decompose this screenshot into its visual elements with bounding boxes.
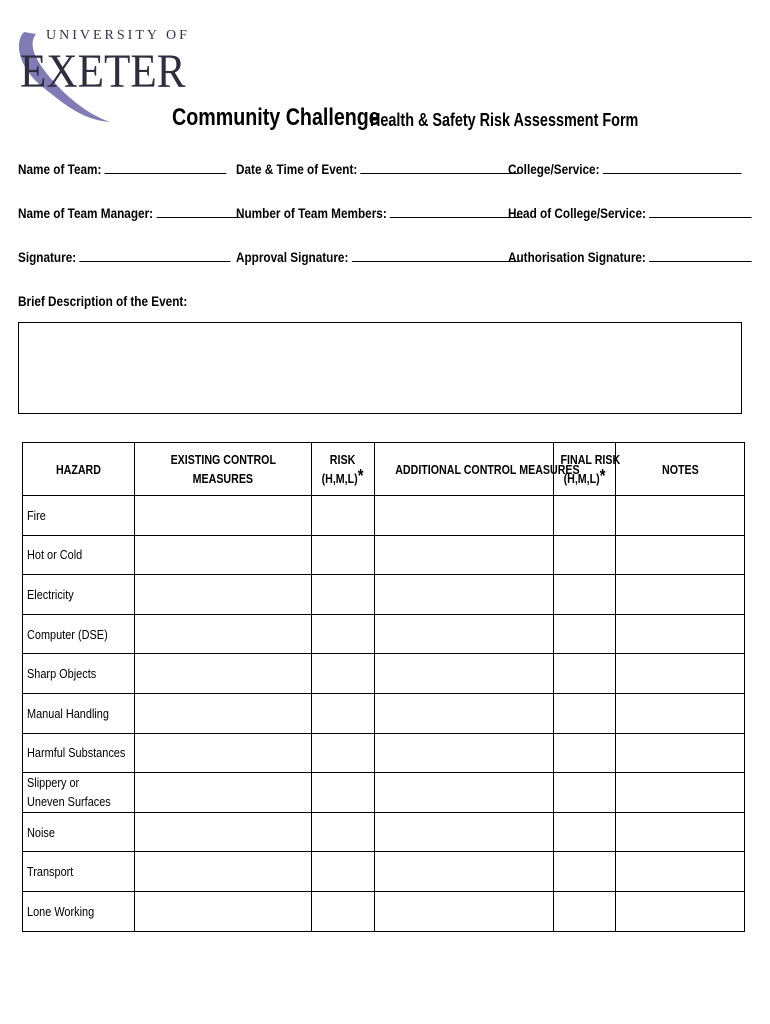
additional-control-cell[interactable] (375, 773, 554, 813)
team-name-label: Name of Team: (18, 161, 102, 177)
table-row (23, 614, 745, 654)
team-manager-field[interactable] (18, 205, 240, 221)
final-risk-cell[interactable] (554, 891, 616, 931)
notes-cell[interactable] (616, 891, 745, 931)
approval-signature-label: Approval Signature: (236, 249, 349, 265)
risk-cell[interactable] (312, 693, 375, 733)
notes-cell[interactable] (616, 773, 745, 813)
existing-control-cell[interactable] (135, 535, 312, 575)
head-college-label: Head of College/Service: (508, 205, 646, 221)
hazard-cell: Sharp Objects (23, 654, 135, 694)
additional-control-cell[interactable] (375, 733, 554, 773)
authorisation-signature-line[interactable] (649, 249, 751, 262)
existing-control-cell[interactable] (135, 614, 312, 654)
final-risk-cell[interactable] (554, 812, 616, 852)
existing-control-cell[interactable] (135, 852, 312, 892)
date-time-field[interactable] (236, 161, 519, 177)
event-description-label: Brief Description of the Event: (18, 293, 188, 309)
table-row (23, 575, 745, 615)
additional-control-cell[interactable] (375, 614, 554, 654)
risk-cell[interactable] (312, 535, 375, 575)
team-name-line[interactable] (105, 161, 227, 174)
page-subtitle: Health & Safety Risk Assessment Form (370, 110, 639, 130)
additional-control-cell[interactable] (375, 852, 554, 892)
notes-cell[interactable] (616, 852, 745, 892)
additional-control-cell[interactable] (375, 654, 554, 694)
table-row (23, 496, 745, 536)
college-service-label: College/Service: (508, 161, 600, 177)
notes-cell[interactable] (616, 654, 745, 694)
table-row (23, 654, 745, 694)
team-manager-label: Name of Team Manager: (18, 205, 154, 221)
risk-cell[interactable] (312, 852, 375, 892)
existing-control-cell[interactable] (135, 693, 312, 733)
hazard-cell: Fire (23, 496, 135, 536)
risk-cell[interactable] (312, 496, 375, 536)
notes-cell[interactable] (616, 575, 745, 615)
risk-cell[interactable] (312, 614, 375, 654)
existing-control-cell[interactable] (135, 496, 312, 536)
notes-cell[interactable] (616, 535, 745, 575)
notes-cell[interactable] (616, 614, 745, 654)
approval-signature-line[interactable] (352, 249, 518, 262)
team-members-label: Number of Team Members: (236, 205, 387, 221)
hazard-cell: Noise (23, 812, 135, 852)
additional-control-cell[interactable] (375, 496, 554, 536)
additional-control-cell[interactable] (375, 891, 554, 931)
table-header-row (23, 443, 745, 496)
risk-assessment-table (22, 442, 745, 932)
final-risk-cell[interactable] (554, 535, 616, 575)
existing-control-cell[interactable] (135, 733, 312, 773)
final-risk-header: FINAL RISK (H,M,L)* (554, 443, 616, 496)
notes-cell[interactable] (616, 733, 745, 773)
hazard-cell: Electricity (23, 575, 135, 615)
authorisation-signature-label: Authorisation Signature: (508, 249, 646, 265)
table-row (23, 773, 745, 813)
notes-header: NOTES (616, 443, 745, 496)
additional-control-cell[interactable] (375, 812, 554, 852)
table-row (23, 693, 745, 733)
table-row (23, 535, 745, 575)
team-members-field[interactable] (236, 205, 523, 221)
existing-control-cell[interactable] (135, 812, 312, 852)
final-risk-cell[interactable] (554, 654, 616, 694)
approval-signature-field[interactable] (236, 249, 518, 265)
risk-cell[interactable] (312, 891, 375, 931)
additional-control-cell[interactable] (375, 535, 554, 575)
date-time-label: Date & Time of Event: (236, 161, 358, 177)
risk-cell[interactable] (312, 812, 375, 852)
notes-cell[interactable] (616, 496, 745, 536)
hazard-cell: Slippery or Uneven Surfaces (23, 773, 135, 813)
team-members-line[interactable] (390, 205, 523, 218)
signature-line[interactable] (79, 249, 230, 262)
table-row (23, 891, 745, 931)
signature-field[interactable] (18, 249, 231, 265)
notes-cell[interactable] (616, 693, 745, 733)
team-manager-line[interactable] (156, 205, 240, 218)
final-risk-cell[interactable] (554, 852, 616, 892)
hazard-cell: Lone Working (23, 891, 135, 931)
logo-name: EXETER (20, 45, 186, 98)
college-service-line[interactable] (603, 161, 742, 174)
existing-control-cell[interactable] (135, 654, 312, 694)
date-time-line[interactable] (361, 161, 519, 174)
final-risk-cell[interactable] (554, 773, 616, 813)
existing-control-cell[interactable] (135, 773, 312, 813)
page-title: Community Challenge (172, 104, 380, 131)
signature-label: Signature: (18, 249, 77, 265)
risk-cell[interactable] (312, 773, 375, 813)
logo-top-text: UNIVERSITY OF (46, 28, 190, 43)
final-risk-cell[interactable] (554, 496, 616, 536)
existing-control-header: EXISTING CONTROL MEASURES (135, 443, 312, 496)
hazard-header: HAZARD (23, 443, 135, 496)
college-service-field[interactable] (508, 161, 741, 177)
final-risk-cell[interactable] (554, 575, 616, 615)
head-college-line[interactable] (649, 205, 751, 218)
notes-cell[interactable] (616, 812, 745, 852)
additional-control-cell[interactable] (375, 693, 554, 733)
final-risk-cell[interactable] (554, 693, 616, 733)
additional-control-header: ADDITIONAL CONTROL MEASURES (375, 443, 554, 496)
table-row (23, 733, 745, 773)
table-row (23, 812, 745, 852)
team-name-field[interactable] (18, 161, 227, 177)
risk-cell[interactable] (312, 575, 375, 615)
additional-control-cell[interactable] (375, 575, 554, 615)
risk-cell[interactable] (312, 733, 375, 773)
university-logo (14, 28, 190, 128)
authorisation-signature-field[interactable] (508, 249, 752, 265)
risk-cell[interactable] (312, 654, 375, 694)
event-description-input[interactable] (18, 322, 742, 414)
risk-header: RISK (H,M,L)* (312, 443, 375, 496)
hazard-cell: Manual Handling (23, 693, 135, 733)
hazard-cell: Transport (23, 852, 135, 892)
existing-control-cell[interactable] (135, 575, 312, 615)
hazard-cell: Harmful Substances (23, 733, 135, 773)
final-risk-cell[interactable] (554, 733, 616, 773)
hazard-cell: Computer (DSE) (23, 614, 135, 654)
table-row (23, 852, 745, 892)
hazard-cell: Hot or Cold (23, 535, 135, 575)
existing-control-cell[interactable] (135, 891, 312, 931)
head-college-field[interactable] (508, 205, 752, 221)
final-risk-cell[interactable] (554, 614, 616, 654)
